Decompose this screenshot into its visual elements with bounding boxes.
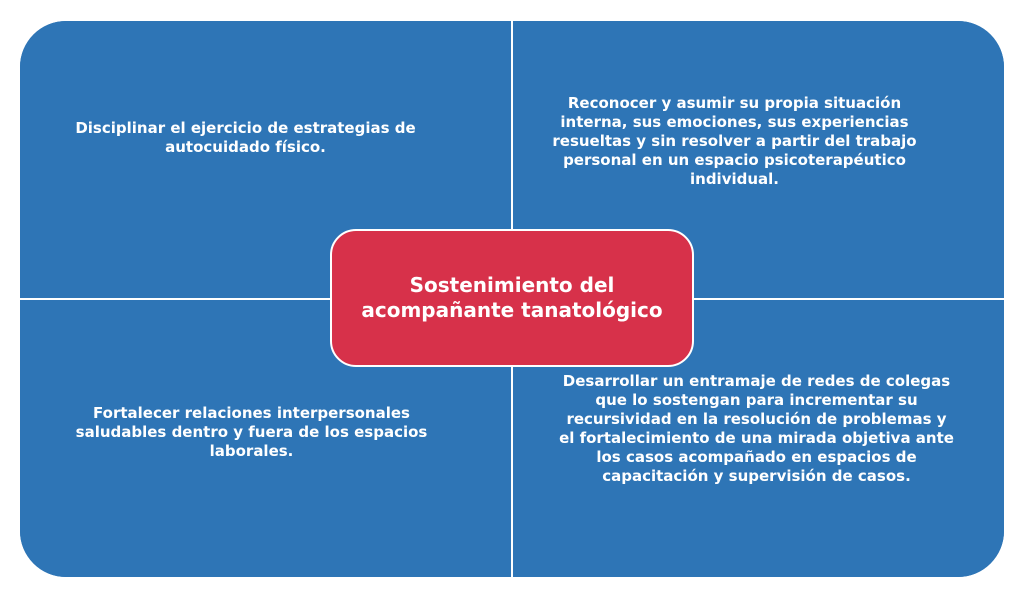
center-title-line: Sostenimiento del bbox=[409, 273, 615, 297]
quadrant-bottom-right-text bbox=[542, 372, 972, 486]
center-title-line: acompañante tanatológico bbox=[361, 298, 663, 322]
quadrant-text-line: capacitación y supervisión de casos. bbox=[602, 466, 911, 485]
quadrant-text-line: que lo sostengan para incrementar su bbox=[595, 390, 918, 409]
quadrant-text-line: saludables dentro y fuera de los espacios bbox=[75, 423, 428, 441]
quadrant-text-line: Fortalecer relaciones interpersonales bbox=[93, 404, 410, 422]
quadrant-bottom-left-text bbox=[57, 404, 447, 461]
center-title bbox=[352, 273, 672, 323]
quadrant-text-line: Desarrollar un entramaje de redes de colegas bbox=[562, 371, 951, 390]
quadrant-top-right-text bbox=[545, 94, 925, 189]
quadrant-text-line: los casos acompañado en espacios de bbox=[596, 447, 917, 466]
quadrant-text-line: individual. bbox=[690, 170, 779, 188]
quadrant-text-line: personal en un espacio psicoterapéutico bbox=[563, 151, 906, 169]
quadrant-text-line: el fortalecimiento de una mirada objetiva ante bbox=[559, 428, 954, 447]
center-node bbox=[330, 229, 694, 367]
quadrant-text-line: resueltas y sin resolver a partir del trabajo bbox=[552, 132, 917, 150]
quadrant-text-line: autocuidado físico. bbox=[165, 137, 326, 156]
quadrant-text-line: Reconocer y asumir su propia situación bbox=[567, 94, 902, 112]
quadrant-top-left-text bbox=[56, 119, 436, 157]
quadrant-text-line: recursividad en la resolución de problemas y bbox=[566, 409, 947, 428]
quadrant-text-line: Disciplinar el ejercicio de estrategias de bbox=[75, 118, 416, 137]
quadrant-text-line: interna, sus emociones, sus experiencias bbox=[560, 113, 909, 131]
quadrant-text-line: laborales. bbox=[209, 442, 294, 460]
